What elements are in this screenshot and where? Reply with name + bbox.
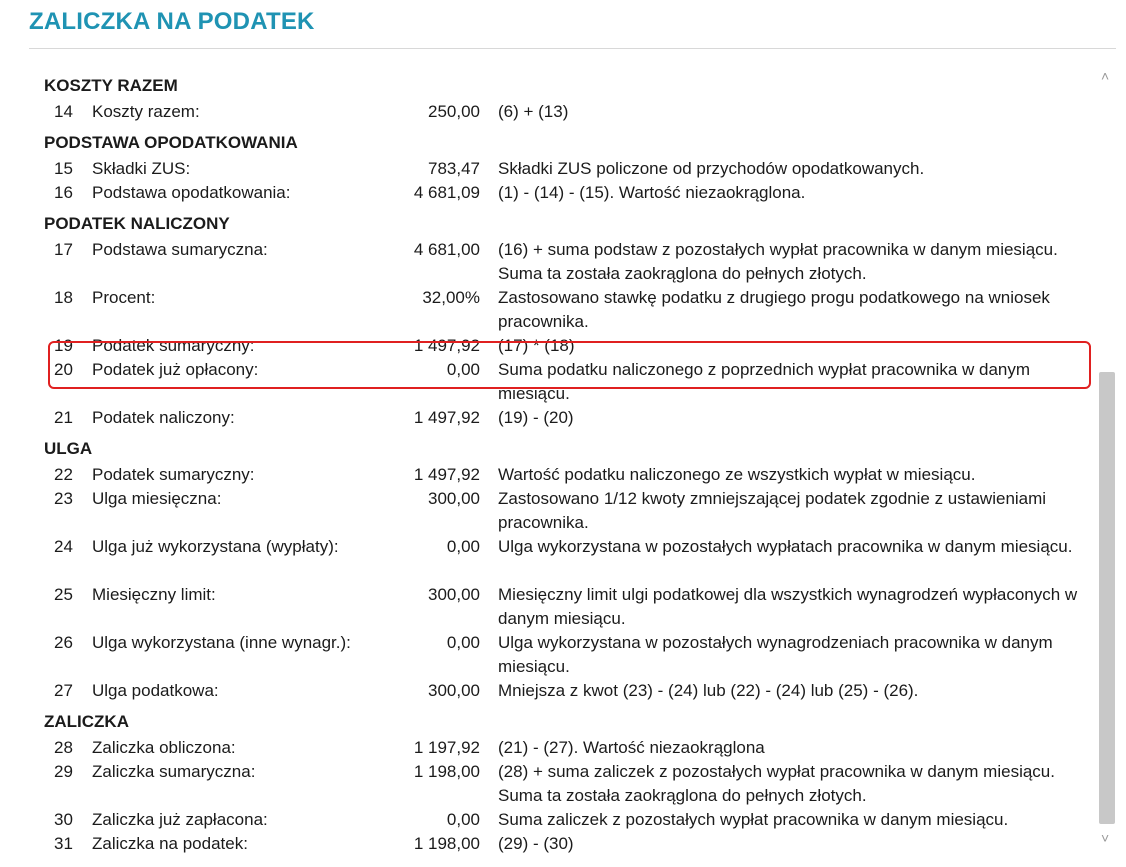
row-value: 0,00 <box>446 360 480 379</box>
section-podstawa-opodatkowania: PODSTAWA OPODATKOWANIA <box>44 133 298 152</box>
row-label: Podatek już opłacony: <box>92 360 259 379</box>
page-title: ZALICZKA NA PODATEK <box>29 8 315 35</box>
title-divider <box>29 48 1116 49</box>
row-description: (17) * (18) <box>498 336 575 355</box>
row-number: 14 <box>54 102 73 121</box>
row-value: 4 681,00 <box>413 240 480 259</box>
row-label: Procent: <box>92 288 156 307</box>
row-number: 24 <box>54 537 73 556</box>
row-label: Zaliczka obliczona: <box>92 738 236 757</box>
row-value: 0,00 <box>446 537 480 556</box>
row-number: 25 <box>54 585 73 604</box>
row-label: Koszty razem: <box>92 102 200 121</box>
row-label: Zaliczka sumaryczna: <box>92 762 256 781</box>
row-description: Mniejsza z kwot (23) - (24) lub (22) - (24) lub (25) - (26). <box>498 681 919 700</box>
row-description: Suma podatku naliczonego z poprzednich wypłat pracownika w danym miesiącu. <box>498 360 1031 403</box>
row-value: 1 497,92 <box>413 336 480 355</box>
vertical-scrollbar[interactable] <box>1096 62 1118 862</box>
row-description: (19) - (20) <box>498 408 574 427</box>
row-value: 1 198,00 <box>413 834 480 853</box>
row-number: 28 <box>54 738 73 757</box>
row-value: 32,00% <box>422 288 480 307</box>
row-value: 1 497,92 <box>413 408 480 427</box>
row-label: Podatek naliczony: <box>92 408 235 427</box>
row-label: Ulga wykorzystana (inne wynagr.): <box>92 633 351 652</box>
row-label: Składki ZUS: <box>92 159 191 178</box>
row-description: Wartość podatku naliczonego ze wszystkich wypłat w miesiącu. <box>498 465 976 484</box>
row-value: 300,00 <box>428 585 480 604</box>
row-description: Składki ZUS policzone od przychodów opodatkowanych. <box>498 159 925 178</box>
row-description: Zastosowano 1/12 kwoty zmniejszającej podatek zgodnie z ustawieniami pracownika. <box>498 489 1047 532</box>
row-label: Podatek sumaryczny: <box>92 465 255 484</box>
row-number: 23 <box>54 489 73 508</box>
row-description: Miesięczny limit ulgi podatkowej dla wszystkich wynagrodzeń wypłaconych w danym miesiącu. <box>498 585 1078 628</box>
row-description: Zastosowano stawkę podatku z drugiego progu podatkowego na wniosek pracownika. <box>498 288 1050 331</box>
row-description: (29) - (30) <box>498 834 574 853</box>
highlight-frame-procent <box>48 341 1091 389</box>
row-label: Zaliczka już zapłacona: <box>92 810 268 829</box>
chevron-down-icon[interactable]: ˅ <box>1101 830 1110 846</box>
row-value: 1 198,00 <box>413 762 480 781</box>
row-number: 17 <box>54 240 73 259</box>
row-number: 27 <box>54 681 73 700</box>
row-label: Ulga miesięczna: <box>92 489 222 508</box>
row-value: 1 497,92 <box>413 465 480 484</box>
section-podatek-naliczony: PODATEK NALICZONY <box>44 214 230 233</box>
section-zaliczka: ZALICZKA <box>44 712 129 731</box>
row-value: 250,00 <box>428 102 480 121</box>
row-value: 4 681,09 <box>413 183 480 202</box>
row-label: Podstawa sumaryczna: <box>92 240 268 259</box>
row-value: 0,00 <box>446 810 480 829</box>
row-description: Ulga wykorzystana w pozostałych wynagrodzeniach pracownika w danym miesiącu. <box>498 633 1053 676</box>
row-value: 0,00 <box>446 633 480 652</box>
row-value: 300,00 <box>428 681 480 700</box>
row-label: Miesięczny limit: <box>92 585 216 604</box>
row-number: 18 <box>54 288 73 307</box>
row-description: Suma zaliczek z pozostałych wypłat pracownika w danym miesiącu. <box>498 810 1009 829</box>
row-description: (28) + suma zaliczek z pozostałych wypłat pracownika w danym miesiącu. Suma ta została zaokrąglona do pełnych złotych. <box>498 762 1055 805</box>
row-number: 31 <box>54 834 73 853</box>
row-value: 1 197,92 <box>413 738 480 757</box>
row-description: (16) + suma podstaw z pozostałych wypłat pracownika w danym miesiącu. Suma ta została zaokrąglona do pełnych złotych. <box>498 240 1058 283</box>
row-value: 783,47 <box>428 159 480 178</box>
row-description: (6) + (13) <box>498 102 569 121</box>
row-number: 16 <box>54 183 73 202</box>
row-label: Ulga podatkowa: <box>92 681 219 700</box>
row-value: 300,00 <box>428 489 480 508</box>
row-number: 19 <box>54 336 73 355</box>
row-label: Ulga już wykorzystana (wypłaty): <box>92 537 339 556</box>
section-ulga: ULGA <box>44 439 93 458</box>
row-label: Zaliczka na podatek: <box>92 834 248 853</box>
row-number: 22 <box>54 465 73 484</box>
row-number: 29 <box>54 762 73 781</box>
section-koszty-razem: KOSZTY RAZEM <box>44 76 178 95</box>
row-description: (21) - (27). Wartość niezaokrąglona <box>498 738 765 757</box>
row-number: 30 <box>54 810 73 829</box>
tax-calculation-panel <box>0 56 1095 867</box>
row-description: Ulga wykorzystana w pozostałych wypłatach pracownika w danym miesiącu. <box>498 537 1073 556</box>
row-description: (1) - (14) - (15). Wartość niezaokrąglona. <box>498 183 806 202</box>
row-number: 20 <box>54 360 73 379</box>
row-number: 15 <box>54 159 73 178</box>
scrollbar-thumb[interactable] <box>1099 372 1115 824</box>
row-number: 21 <box>54 408 73 427</box>
row-label: Podstawa opodatkowania: <box>92 183 291 202</box>
chevron-up-icon[interactable]: ˄ <box>1101 68 1110 84</box>
row-label: Podatek sumaryczny: <box>92 336 255 355</box>
row-number: 26 <box>54 633 73 652</box>
